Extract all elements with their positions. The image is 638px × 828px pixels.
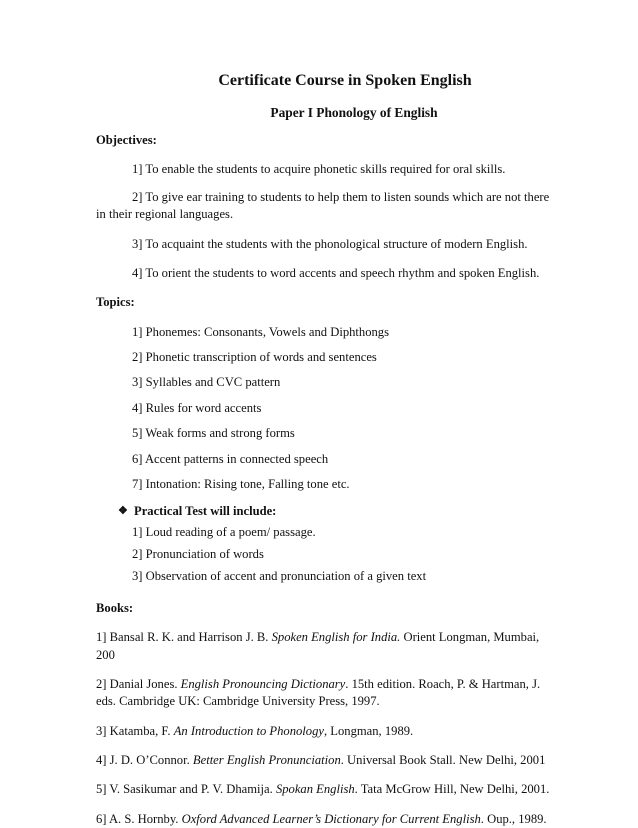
book-item [96, 723, 550, 740]
book-title: Spoken English for India. [271, 630, 401, 645]
document-title: Certificate Course in Spoken English [218, 72, 472, 89]
practical-item: 1] Loud reading of a poem/ passage. [132, 524, 316, 539]
topic-item: 6] Accent patterns in connected speech [132, 451, 329, 466]
book-publisher: , Longman, 1989. [323, 723, 414, 738]
book-title: An Introduction to Phonology [173, 723, 324, 738]
diamond-bullet-icon: ❖ [118, 505, 128, 518]
book-publisher: . Universal Book Stall. New Delhi, 2001 [340, 753, 546, 767]
book-title: English Pronouncing Dictionary [180, 676, 346, 691]
book-authors: 6] A. S. Hornby. [96, 811, 182, 826]
book-authors: 4] J. D. O’Connor. [96, 753, 193, 767]
document-body [96, 132, 550, 828]
books-heading: Books: [96, 600, 134, 615]
topic-item: 2] Phonetic transcription of words and sentences [132, 350, 377, 364]
practical-item: 3] Observation of accent and pronunciation of a given text [132, 569, 427, 584]
book-authors: 2] Danial Jones. [96, 676, 181, 691]
topic-item: 4] Rules for word accents [132, 400, 262, 415]
topics-heading: Topics: [96, 295, 135, 310]
practical-section [118, 503, 550, 586]
topic-item: 7] Intonation: Rising tone, Falling tone etc. [132, 476, 350, 491]
objective-item: 2] To give ear training to students to help them to listen sounds which are not there in their regional languages. [96, 189, 550, 222]
book-item [96, 676, 550, 711]
book-title: Oxford Advanced Learner’s Dictionary for Current English [181, 811, 481, 826]
practical-heading: Practical Test will include: [134, 504, 277, 519]
document-subtitle: Paper I Phonology of English [270, 105, 438, 120]
book-authors: 5] V. Sasikumar and P. V. Dhamija. [96, 782, 276, 797]
book-publisher: . Oup., 1989. [480, 811, 547, 826]
book-publisher: . Tata McGrow Hill, New Delhi, 2001. [354, 782, 550, 797]
book-item [96, 629, 550, 664]
book-item [96, 752, 550, 769]
book-publisher: . 15th edition. Roach, P. & Hartman, J. eds. Cambridge UK: Cambridge University Press, 1997. [96, 676, 541, 709]
topic-item: 1] Phonemes: Consonants, Vowels and Diphthongs [132, 324, 390, 339]
practical-heading-row [118, 503, 550, 520]
book-title: Better English Pronunciation [192, 753, 341, 767]
objective-item: 1] To enable the students to acquire phonetic skills required for oral skills. [132, 162, 506, 177]
book-authors: 1] Bansal R. K. and Harrison J. B. [96, 630, 272, 645]
book-title: Spokan English [275, 782, 355, 797]
objective-item: 4] To orient the students to word accents and speech rhythm and spoken English. [132, 265, 540, 280]
topic-item: 3] Syllables and CVC pattern [132, 375, 281, 390]
practical-item: 2] Pronunciation of words [132, 547, 264, 561]
book-authors: 3] Katamba, F. [96, 723, 174, 738]
book-item [96, 811, 550, 828]
practical-list [132, 524, 550, 586]
topic-item: 5] Weak forms and strong forms [132, 426, 295, 441]
book-item [96, 781, 550, 798]
book-publisher: Orient Longman, Mumbai, 200 [96, 630, 540, 662]
objectives-heading: Objectives: [96, 133, 157, 147]
objective-item: 3] To acquaint the students with the phonological structure of modern English. [132, 236, 528, 251]
